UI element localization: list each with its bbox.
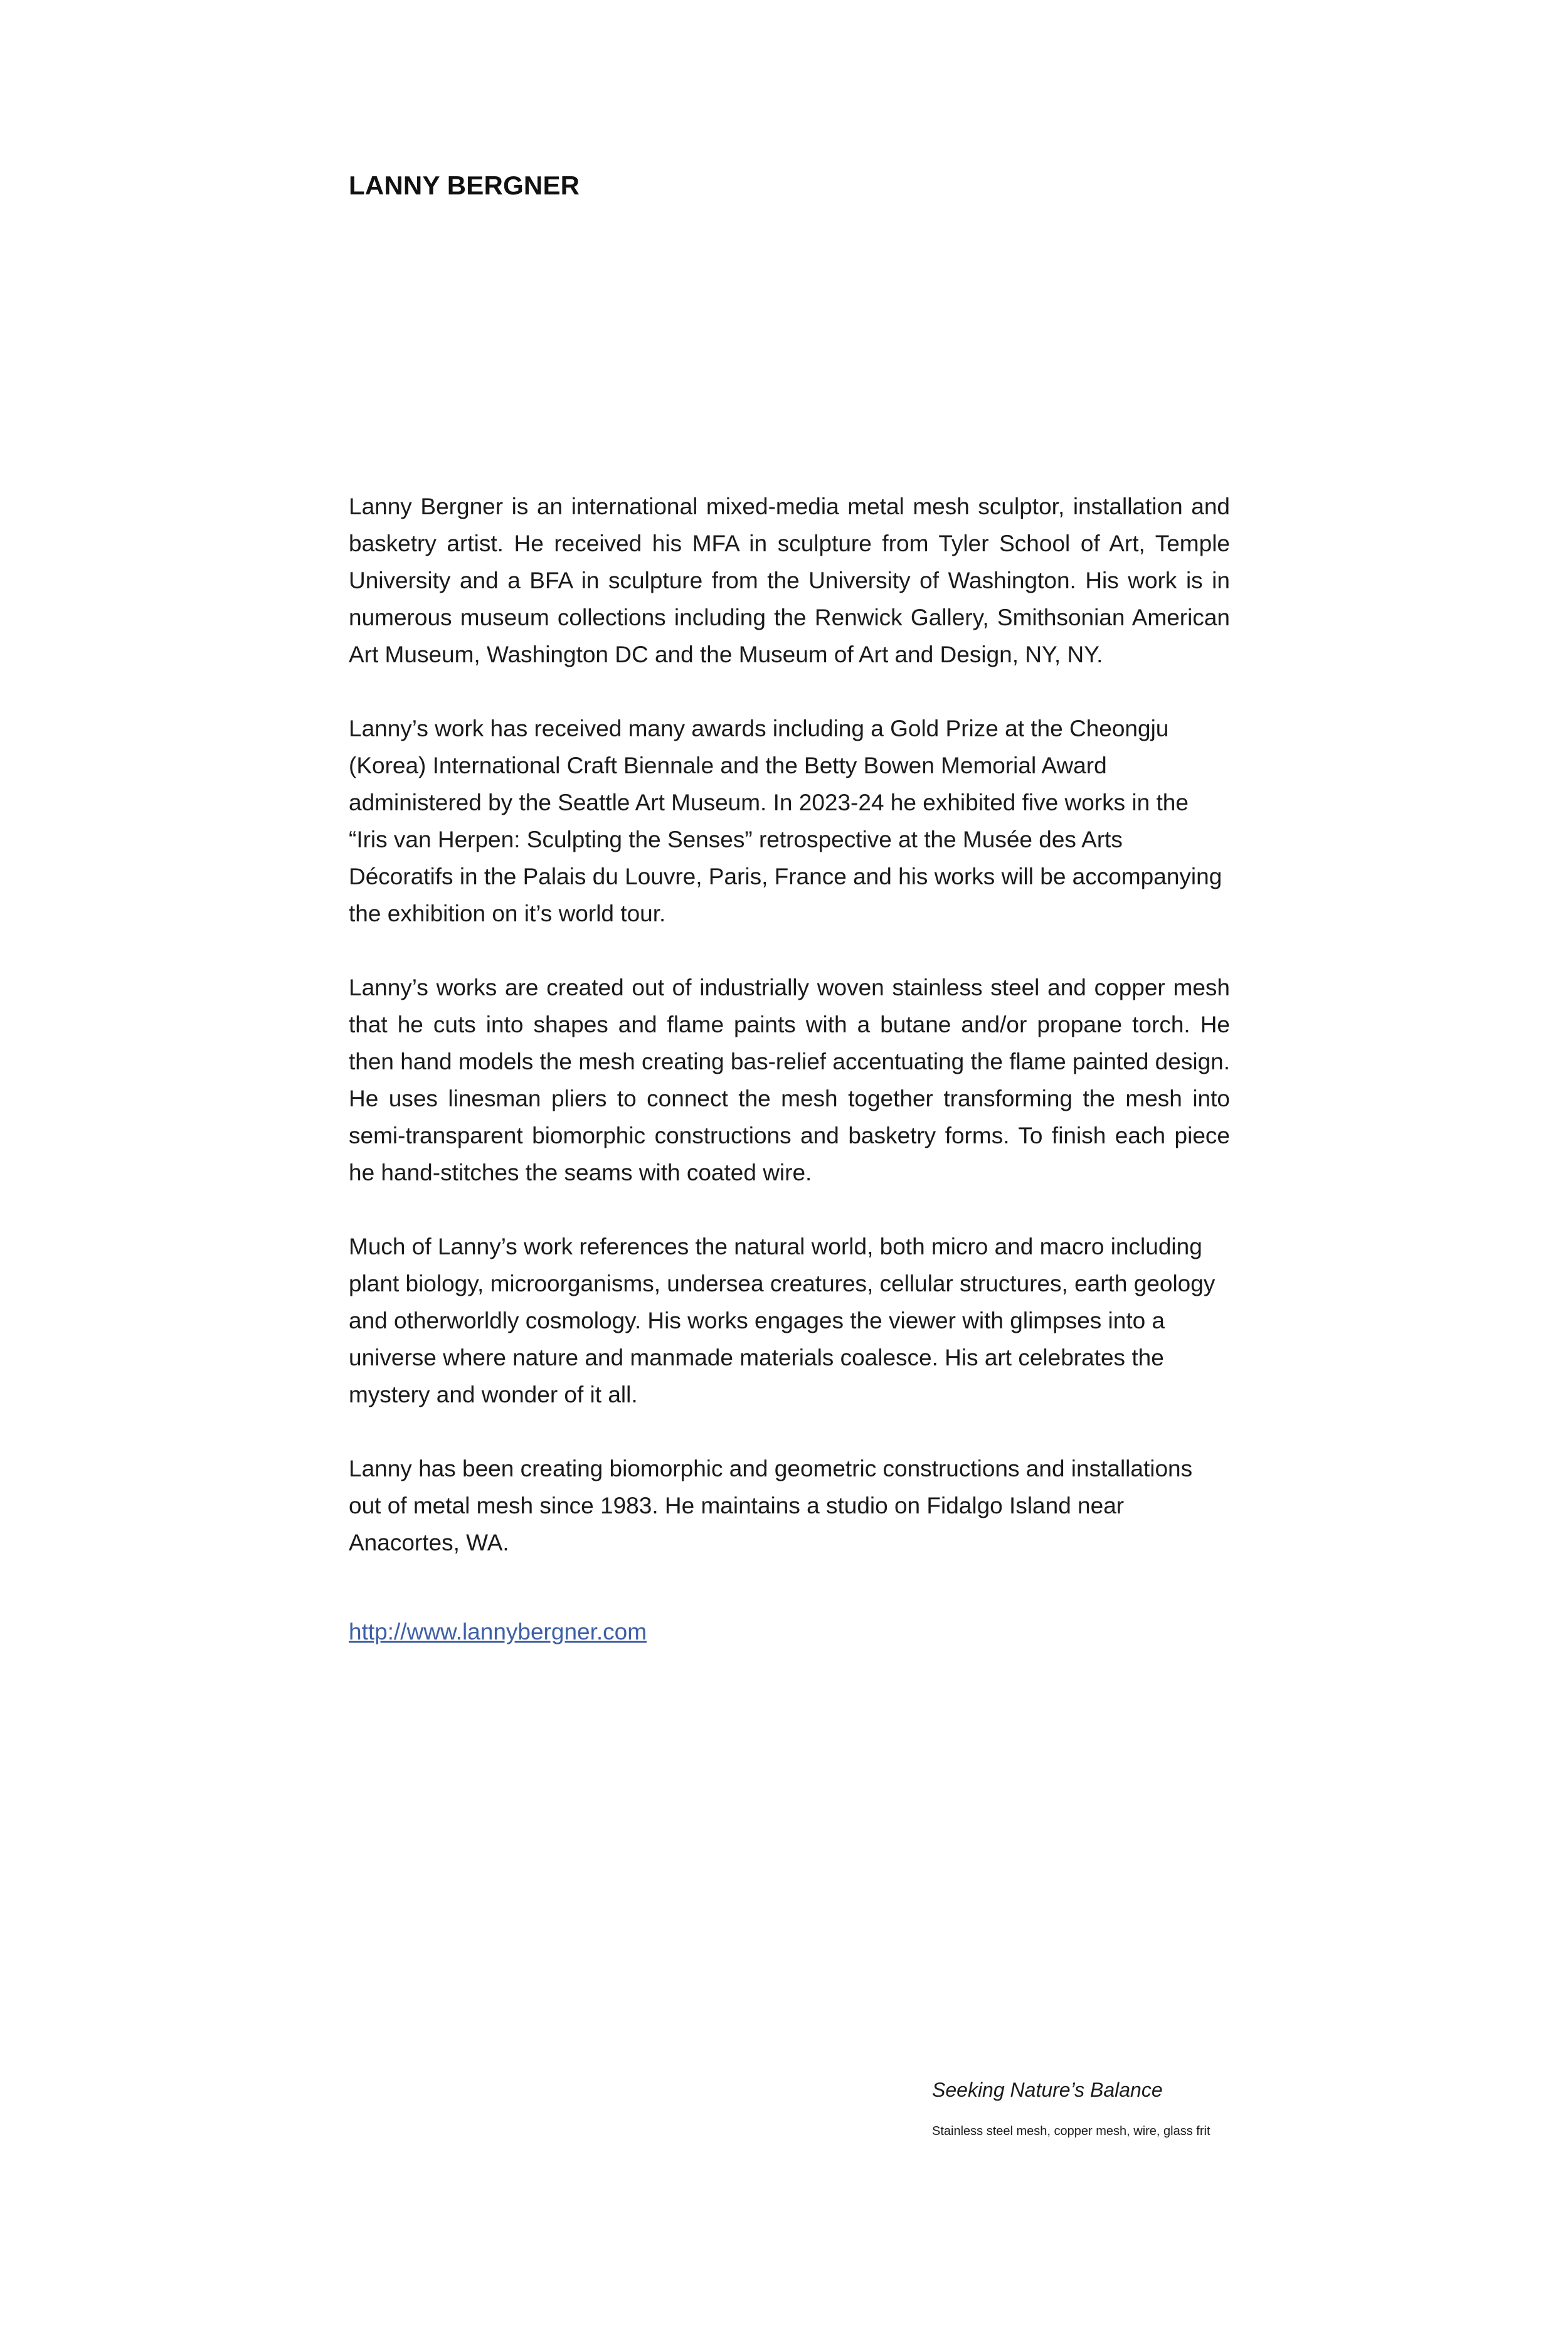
artwork-caption [932, 2076, 1233, 2140]
bio-paragraph-education: Lanny Bergner is an international mixed-media metal mesh sculptor, installation and basketry artist. He received his MFA in sculpture from Tyler School of Art, Temple University and a BFA in sculpture from the University of Washington. His work is in numerous museum collections including the Renwick Gallery, Smithsonian American Art Museum, Washington DC and the Museum of Art and Design, NY, NY. [349, 494, 1230, 667]
artwork-title: Seeking Nature’s Balance [932, 2079, 1163, 2101]
website-link[interactable]: http://www.lannybergner.com [349, 1619, 647, 1645]
bio-paragraph-process: Lanny’s works are created out of industrially woven stainless steel and copper mesh that he cuts into shapes and flame paints with a butane and/or propane torch. He then hand models the mesh creating bas-relief accentuating the flame painted design. He uses linesman pliers to connect the mesh together transforming the mesh into semi-transparent biomorphic constructions and basketry forms. To finish each piece he hand-stitches the seams with coated wire. [349, 975, 1230, 1185]
bio-paragraph-studio: Lanny has been creating biomorphic and geometric constructions and installations out of metal mesh since 1983. He maintains a studio on Fidalgo Island near Anacortes, WA. [349, 1456, 1193, 1555]
artwork-materials: Stainless steel mesh, copper mesh, wire, glass frit [932, 2124, 1210, 2138]
bio-paragraph-themes: Much of Lanny’s work references the natural world, both micro and macro including plant biology, microorganisms, undersea creatures, cellular structures, earth geology and otherworldly cosmology. His works engages the viewer with glimpses into a universe where nature and manmade materials coalesce. His art celebrates the mystery and wonder of it all. [349, 1234, 1216, 1407]
artist-name-heading: LANNY BERGNER [349, 171, 580, 200]
biography-section [349, 488, 1230, 1598]
bio-paragraph-awards: Lanny’s work has received many awards including a Gold Prize at the Cheongju (Korea) International Craft Biennale and the Betty Bowen Memorial Award administered by the Seattle Art Museum. In 2023-24 he exhibited five works in the “Iris van Herpen: Sculpting the Senses” retrospective at the Musée des Arts Décoratifs in the Palais du Louvre, Paris, France and his works will be accompanying the exhibition on it’s world tour. [349, 716, 1222, 926]
